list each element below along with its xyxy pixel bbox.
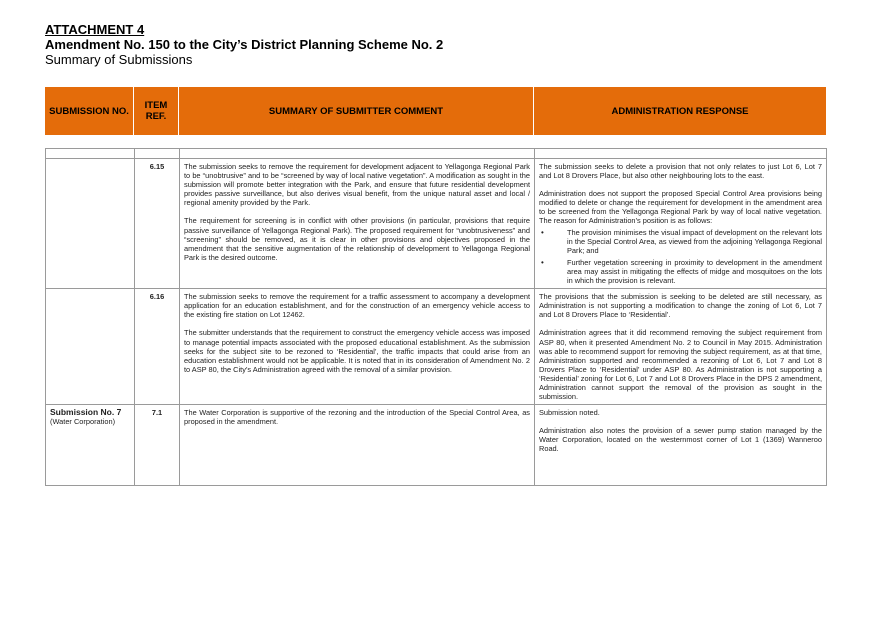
summary-paragraph: The submitter understands that the requirement to construct the emergency vehicle access was imposed to manage potential impacts associated with the proposed educational establishment. As the submission seeks for the subject site to be rezoned to ‘Residential’, the traffic impacts that could arise from an education establishment would not be applicable. It is noted that in its consideration of Amendment No. 2 to ASP 80, the City’s Administration agreed with the removal of a similar provision.	[184, 328, 530, 374]
response-cell	[535, 159, 827, 289]
column-header-summary: SUMMARY OF SUBMITTER COMMENT	[179, 87, 534, 135]
column-header-response: ADMINISTRATION RESPONSE	[611, 105, 749, 117]
submission-cell	[46, 159, 135, 289]
response-paragraph: The provisions that the submission is seeking to be deleted are still necessary, as Administration is not supporting a modification to change the zoning of Lot 6, Lot 7 and Lot 8 Drovers Place to ‘Residential’.	[539, 292, 822, 320]
summary-paragraph: The submission seeks to remove the requirement for a traffic assessment to accompany a development application for an education establishment, and for the construction of an emergency vehicle access to the existing fire station on Lot 12462.	[184, 292, 530, 320]
response-paragraph: Administration agrees that it did recommend removing the subject requirement from ASP 80, when it presented Amendment No. 2 to Council in May 2015. Administration was able to recommend support for removing the subject requirement, as at that time, Administration supported and recommended a rezoning of Lot 6, Lot 7 and Lot 8 Drovers Place to ‘Residential’ under ASP 80. As Administration is not supporting a ‘Residential’ zoning for Lot 6, Lot 7 and Lot 8 Drovers Place in the DPS 2 amendment, Administration cannot support the removal of the provision as sought in the submission.	[539, 328, 822, 402]
item-ref: 7.1	[135, 405, 180, 486]
document-header	[45, 22, 443, 68]
response-paragraph: Administration does not support the proposed Special Control Area provisions being modified to delete or change the requirement for development in the amendment area to be screened from the Yellagonga Regional Park by way of local native vegetation. The reason for Administration’s position is as follows:	[539, 189, 822, 226]
submitter-name: (Water Corporation)	[50, 417, 116, 427]
submission-number: Submission No. 7	[50, 407, 122, 418]
response-bullet-list	[539, 228, 822, 286]
response-bullet: • Further vegetation screening in proximity to development in the amendment area may assist in mitigating the effects of midge and mosquitoes on the lots in which the provision is relevant.	[567, 258, 822, 285]
submission-cell	[46, 405, 135, 486]
submissions-table	[45, 148, 827, 486]
document-title: Amendment No. 150 to the City’s District Planning Scheme No. 2	[45, 37, 444, 52]
column-header-submission-no: SUBMISSION NO.	[45, 87, 134, 135]
summary-paragraph: The submission seeks to remove the requirement for development adjacent to Yellagonga Regional Park to be “unobtrusive” and to be “screened by way of local native vegetation”. A modification as sought in the submission will promote better integration with the Park, and ensure that future residential development provides passive surveillance, but also derives visual benefit, from the unique natural asset and local / regional amenity provided by the Park.	[184, 162, 530, 208]
summary-paragraph: The requirement for screening is in conflict with other provisions (in particular, provisions that require passive surveillance of Yellagonga Regional Park). The proposed requirement for “unobtrusiveness” and “screening” should be removed, as it is clear in other provisions and objectives proposed in the amendment that the sensitive augmentation of the relationship of development to Yellagonga Regional Park is the desired outcome.	[184, 216, 530, 262]
summary-paragraph: The Water Corporation is supportive of the rezoning and the introduction of the Special Control Area, as proposed in the amendment.	[184, 408, 530, 427]
table-row	[46, 159, 827, 289]
summary-cell	[180, 159, 535, 289]
item-ref: 6.15	[135, 159, 180, 289]
response-paragraph: The submission seeks to delete a provision that not only relates to just Lot 6, Lot 7 and Lot 8 Drovers Place, but also other neighbouring lots to the east.	[539, 162, 822, 181]
attachment-label: ATTACHMENT 4	[45, 22, 145, 37]
response-cell	[535, 405, 827, 486]
document-subtitle: Summary of Submissions	[45, 52, 193, 67]
table-row	[46, 289, 827, 405]
table-row	[46, 405, 827, 486]
table-header	[45, 87, 826, 135]
summary-cell	[180, 405, 535, 486]
response-paragraph: Administration also notes the provision of a sewer pump station managed by the Water Corporation, located on the westernmost corner of Lot 1 (1369) Wanneroo Road.	[539, 426, 822, 454]
item-ref: 6.16	[135, 289, 180, 405]
column-header-item-ref: ITEM REF.	[134, 87, 179, 135]
submission-cell	[46, 289, 135, 405]
response-cell	[535, 289, 827, 405]
response-bullet: • The provision minimises the visual impact of development on the relevant lots in the Special Control Area, as viewed from the adjoining Yellagonga Regional Park; and	[567, 228, 822, 255]
summary-cell	[180, 289, 535, 405]
response-paragraph: Submission noted.	[539, 408, 600, 418]
table-spacer-row	[46, 149, 827, 159]
